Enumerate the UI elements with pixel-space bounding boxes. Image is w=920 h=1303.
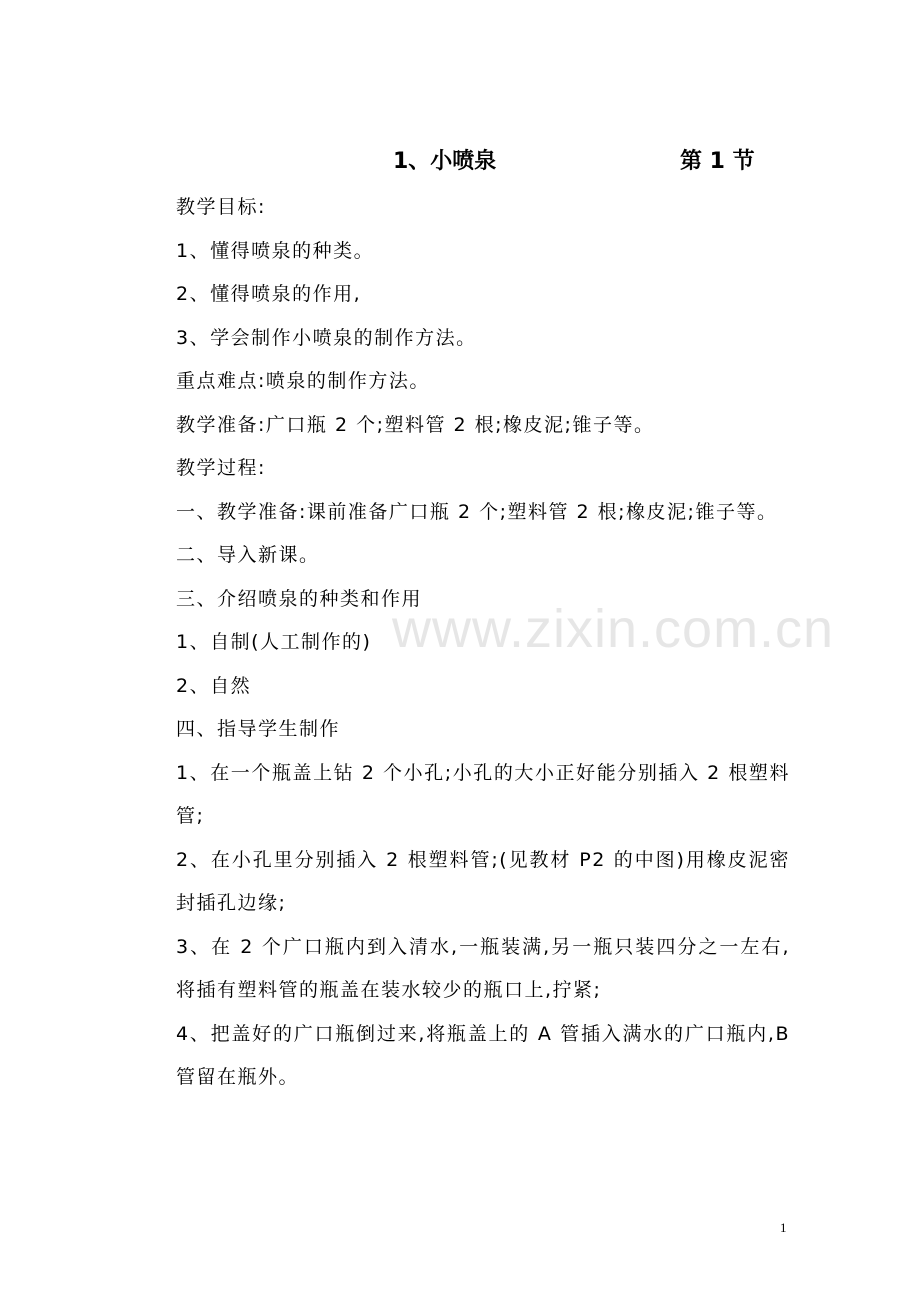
instruction-item: 3、在 2 个广口瓶内到入清水,一瓶装满,另一瓶只装四分之一左右,将插有塑料管的瓶盖在装水较少的瓶口上,拧紧; <box>176 935 790 1001</box>
watermark: www.zixin.com.cn <box>392 599 835 659</box>
teaching-preparation: 教学准备:广口瓶 2 个;塑料管 2 根;橡皮泥;锥子等。 <box>176 413 655 436</box>
list-item: 1、自制(人工制作的) <box>176 631 372 653</box>
instruction-item: 1、在一个瓶盖上钻 2 个小孔;小孔的大小正好能分别插入 2 根塑料管; <box>176 761 790 827</box>
process-step: 四、指导学生制作 <box>176 718 341 740</box>
page-title: 1、小喷泉 <box>393 149 497 174</box>
list-item: 2、自然 <box>176 674 252 697</box>
document-body <box>176 186 790 1100</box>
objective-item: 2、懂得喷泉的作用, <box>176 283 362 305</box>
instruction-item: 4、把盖好的广口瓶倒过来,将瓶盖上的 A 管插入满水的广口瓶内,B 管留在瓶外。 <box>176 1022 790 1088</box>
objective-item: 1、懂得喷泉的种类。 <box>176 239 375 262</box>
process-step: 三、介绍喷泉的种类和作用 <box>176 587 423 610</box>
process-step: 二、导入新课。 <box>176 544 320 566</box>
title-row <box>0 140 920 180</box>
section-label: 第 1 节 <box>680 149 755 174</box>
page-number: 1 <box>780 1220 787 1235</box>
instruction-item: 2、在小孔里分别插入 2 根塑料管;(见教材 P2 的中图)用橡皮泥密封插孔边缘; <box>176 848 790 914</box>
objective-item: 3、学会制作小喷泉的制作方法。 <box>176 326 477 349</box>
objectives-heading: 教学目标: <box>176 196 266 218</box>
key-points: 重点难点:喷泉的制作方法。 <box>176 370 430 392</box>
process-heading: 教学过程: <box>176 457 266 479</box>
process-step: 一、教学准备:课前准备广口瓶 2 个;塑料管 2 根;橡皮泥;锥子等。 <box>176 500 778 523</box>
